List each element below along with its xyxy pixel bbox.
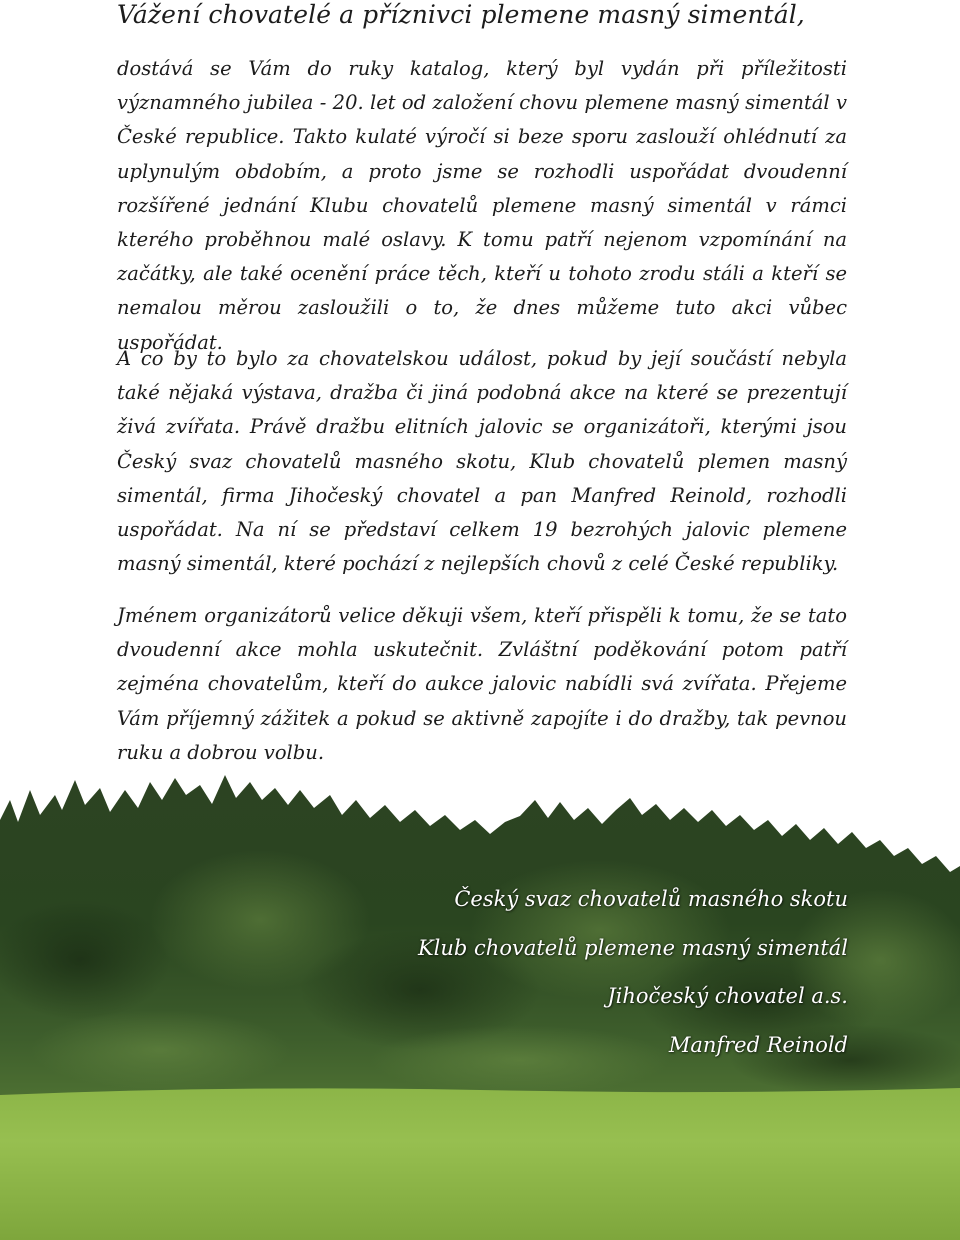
paragraph-auction: A co by to bylo za chovatelskou událost, pokud by její součástí nebyla také nějaká výstava, dražba či jiná podobná akce na které se prezentují živá zvířata. Právě dražbu elitních jalovic se organizátoři, kterými jsou Český svaz chovatelů masného skotu, Klub chovatelů plemen masný simentál, firma Jihočeský chovatel a pan Manfred Reinold, rozhodli uspořádat. Na ní se představí celkem 19 bezrohých jalovic plemene masný simentál, které pochází z nejlepších chovů z celé České republiky. [117, 347, 847, 576]
paragraph-thanks: Jménem organizátorů velice děkuji všem, kteří přispěli k tomu, že se tato dvoudenní akce mohla uskutečnit. Zvláštní poděkování potom patří zejména chovatelům, kteří do aukce jalovic nabídli svá zvířata. Přejeme Vám příjemný zážitek a pokud se aktivně zapojíte i do dražby, tak pevnou ruku a dobrou volbu. [117, 604, 847, 764]
signature-line-company: Jihočeský chovatel a.s. [607, 984, 848, 1008]
signature-line-association: Český svaz chovatelů masného skotu [454, 887, 848, 911]
salutation: Vážení chovatelé a příznivci plemene masný simentál, [117, 0, 805, 29]
signature-line-person: Manfred Reinold [668, 1032, 848, 1057]
signature-line-club: Klub chovatelů plemene masný simentál [417, 935, 848, 960]
paragraph-intro: dostává se Vám do ruky katalog, který byl vydán při příležitosti významného jubilea - 20. let od založení chovu plemene masný simentál v České republice. Takto kulaté výročí si beze sporu zaslouží ohlédnutí za uplynulým obdobím, a proto jsme se rozhodli uspořádat dvoudenní rozšířené jednání Klubu chovatelů plemene masný simentál v rámci kterého proběhnou malé oslavy. K tomu patří nejenom vzpomínání na začátky, ale také ocenění práce těch, kteří u tohoto zrodu stáli a kteří se nemalou měrou zasloužili o to, že dnes můžeme tuto akci vůbec uspořádat. [117, 57, 847, 354]
signature-block [418, 875, 848, 1069]
